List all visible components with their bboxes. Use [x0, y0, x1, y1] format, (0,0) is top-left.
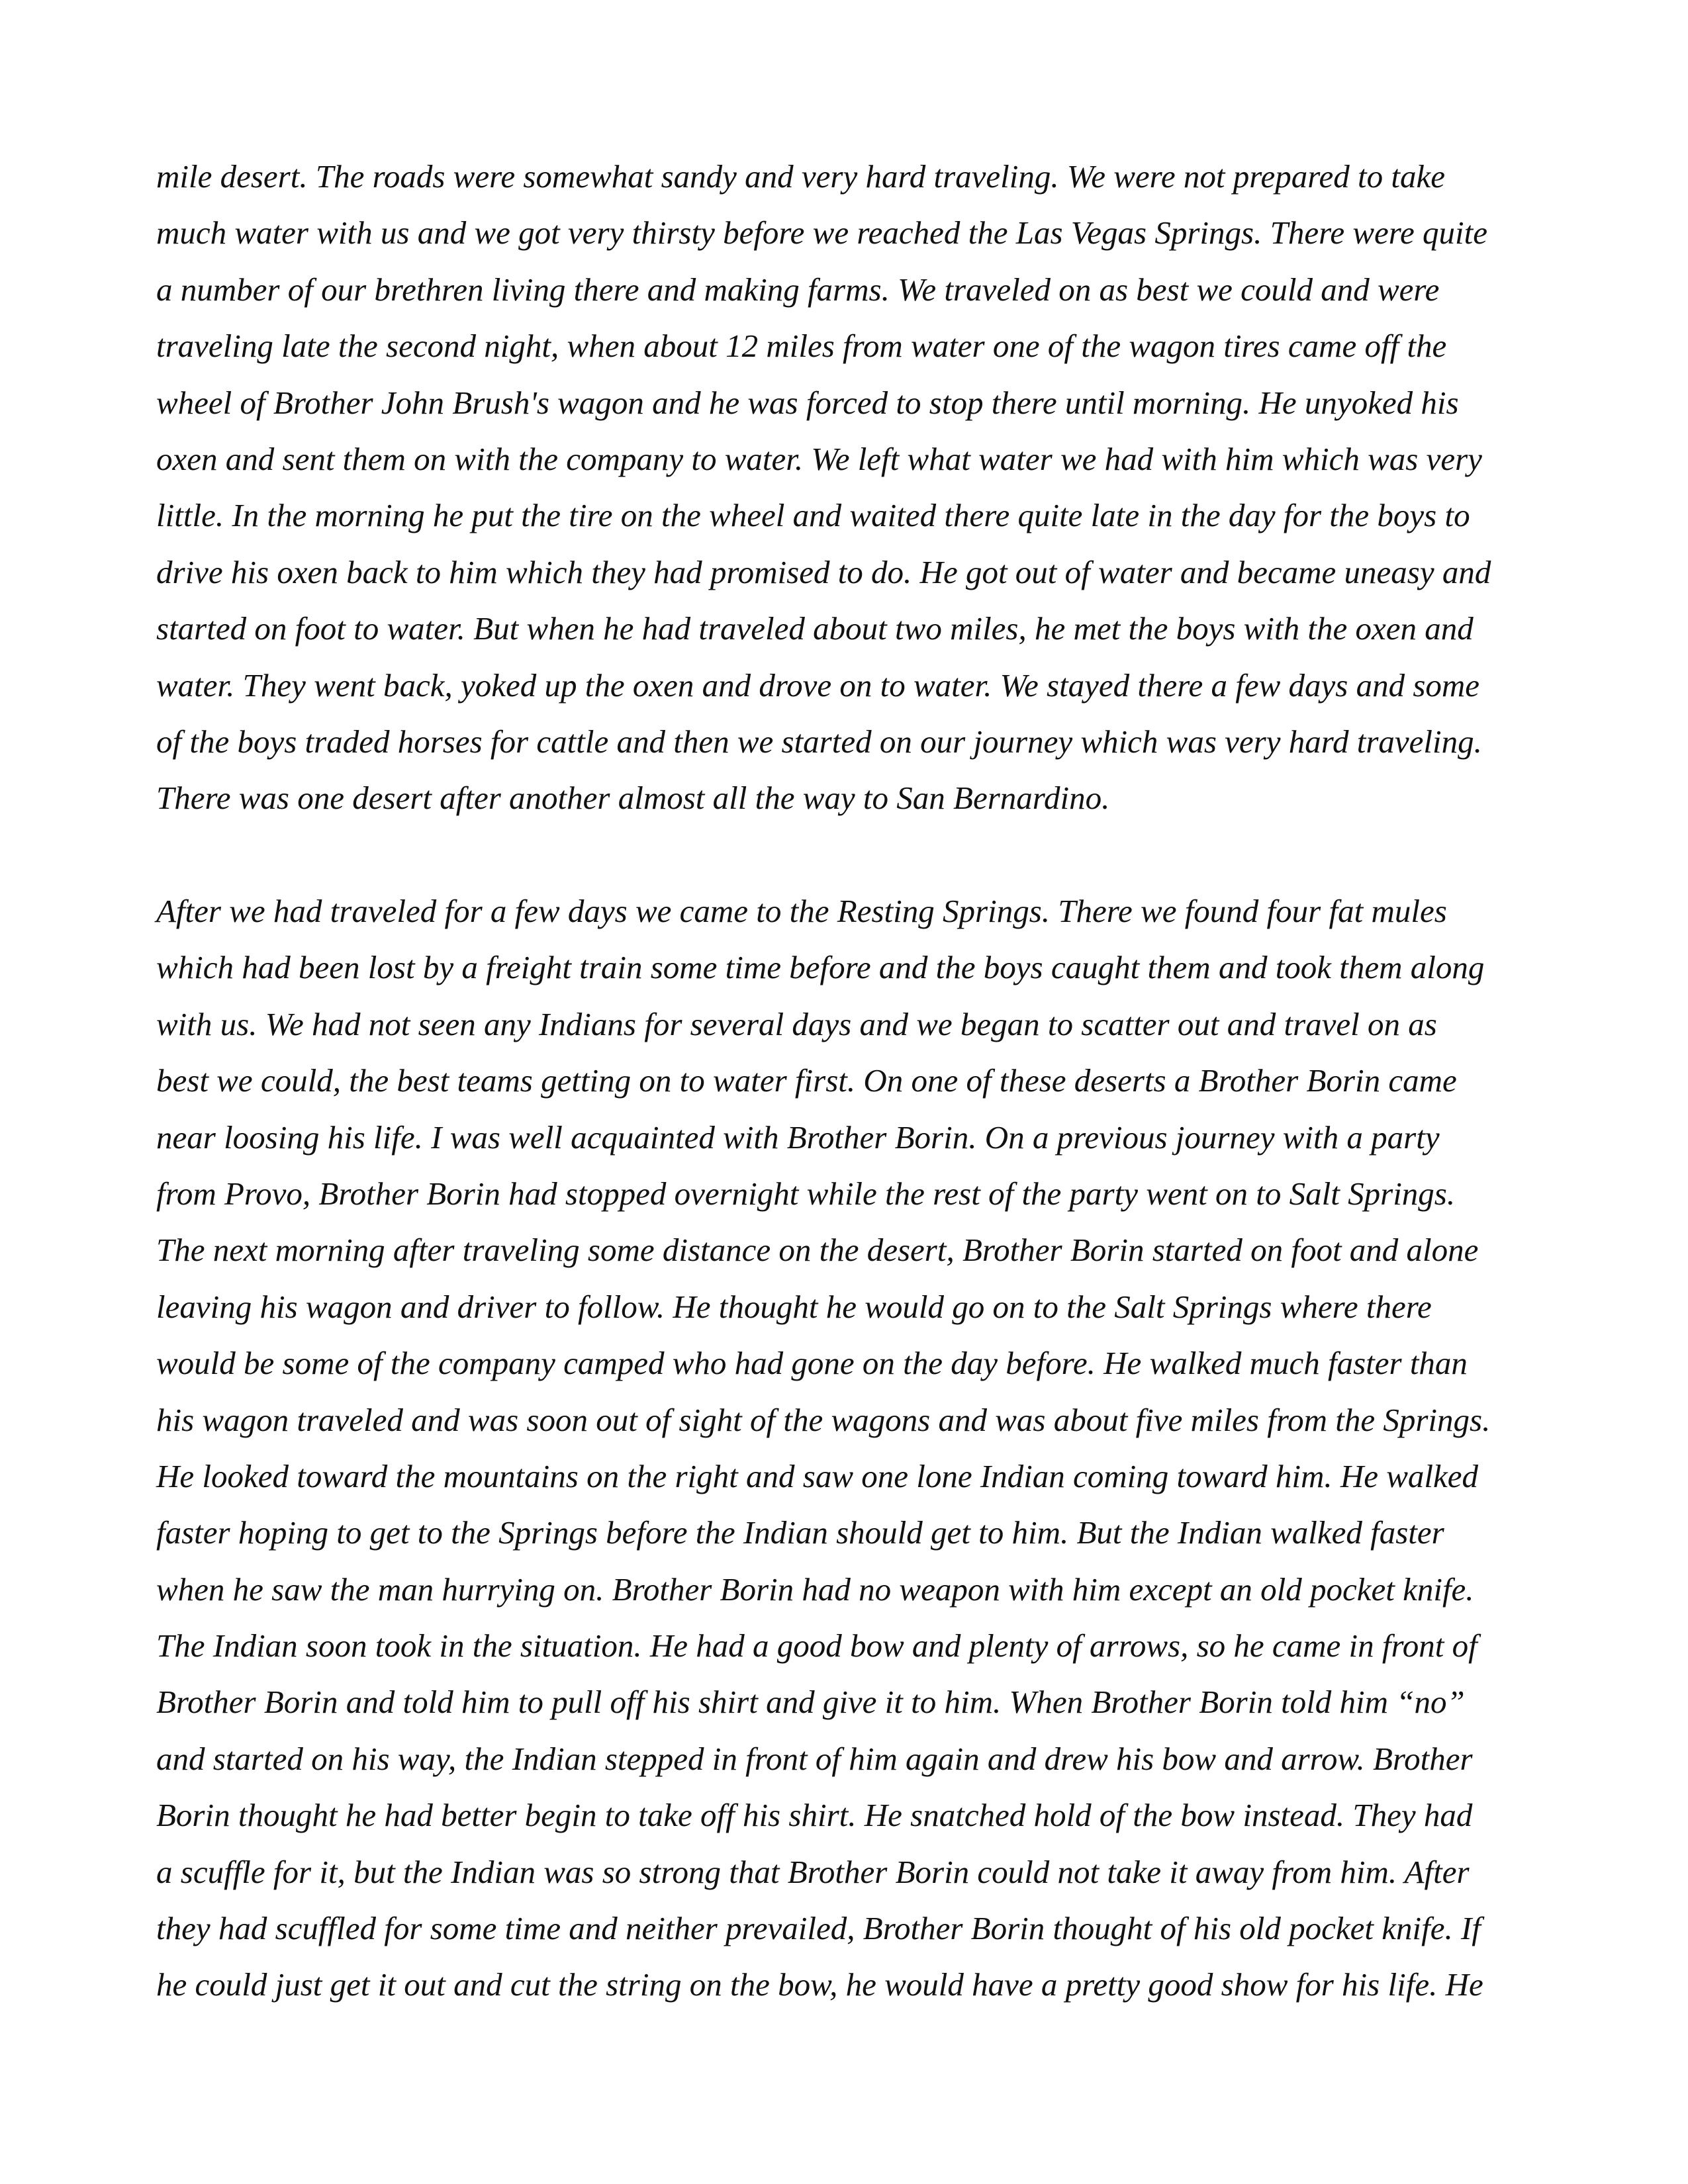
text-line: traveling late the second night, when about 12 miles from water one of the wagon tires came off the	[156, 328, 1447, 365]
text-line: of the boys traded horses for cattle and then we started on our journey which was very hard traveling.	[156, 723, 1482, 760]
text-line: wheel of Brother John Brush's wagon and he was forced to stop there until morning. He unyoked his	[156, 384, 1459, 421]
text-line: oxen and sent them on with the company to water. We left what water we had with him which was very	[156, 440, 1482, 477]
text-line: much water with us and we got very thirsty before we reached the Las Vegas Springs. There were quite	[156, 214, 1488, 251]
text-line: they had scuffled for some time and neither prevailed, Brother Borin thought of his old pocket knife. If	[156, 1910, 1481, 1947]
text-line: would be some of the company camped who had gone on the day before. He walked much faster than	[156, 1345, 1468, 1382]
text-line: leaving his wagon and driver to follow. He thought he would go on to the Salt Springs where there	[156, 1288, 1432, 1325]
text-line: The Indian soon took in the situation. He had a good bow and plenty of arrows, so he came in front of	[156, 1627, 1477, 1664]
text-line: Borin thought he had better begin to take off his shirt. He snatched hold of the bow instead. They had	[156, 1797, 1473, 1834]
text-line: mile desert. The roads were somewhat sandy and very hard traveling. We were not prepared to take	[156, 158, 1445, 195]
text-line: After we had traveled for a few days we came to the Resting Springs. There we found four fat mules	[156, 893, 1447, 929]
text-line: He looked toward the mountains on the right and saw one lone Indian coming toward him. He walked	[156, 1457, 1479, 1494]
text-line: near loosing his life. I was well acquainted with Brother Borin. On a previous journey with a party	[156, 1118, 1440, 1156]
text-line: started on foot to water. But when he had traveled about two miles, he met the boys with the oxen and	[156, 610, 1474, 647]
text-line: a scuffle for it, but the Indian was so strong that Brother Borin could not take it away from him. After	[156, 1853, 1470, 1890]
text-line: when he saw the man hurrying on. Brother Borin had no weapon with him except an old pocket knife.	[156, 1570, 1474, 1608]
paragraph-2	[156, 883, 1560, 2013]
text-line: The next morning after traveling some distance on the desert, Brother Borin started on foot and alone	[156, 1232, 1479, 1269]
text-line: drive his oxen back to him which they had promised to do. He got out of water and became uneasy and	[156, 553, 1491, 590]
text-line: a number of our brethren living there and making farms. We traveled on as best we could and were	[156, 271, 1440, 308]
text-line: which had been lost by a freight train some time before and the boys caught them and took them along	[156, 949, 1485, 986]
text-line: and started on his way, the Indian stepped in front of him again and drew his bow and arrow. Brother	[156, 1740, 1473, 1777]
text-line: There was one desert after another almost all the way to San Bernardino.	[156, 780, 1110, 817]
text-line: faster hoping to get to the Springs before the Indian should get to him. But the Indian walked faster	[156, 1514, 1444, 1551]
text-line: with us. We had not seen any Indians for several days and we began to scatter out and travel on as	[156, 1005, 1437, 1042]
text-line: from Provo, Brother Borin had stopped overnight while the rest of the party went on to Salt Springs.	[156, 1175, 1456, 1212]
text-line: little. In the morning he put the tire on the wheel and waited there quite late in the day for the boys to	[156, 497, 1470, 534]
text-line: Brother Borin and told him to pull off his shirt and give it to him. When Brother Borin told him “no”	[156, 1684, 1465, 1721]
text-line: best we could, the best teams getting on to water first. On one of these deserts a Brother Borin came	[156, 1062, 1457, 1099]
paragraph-1	[156, 148, 1560, 827]
text-line: water. They went back, yoked up the oxen and drove on to water. We stayed there a few days and some	[156, 666, 1480, 704]
text-line: he could just get it out and cut the string on the bow, he would have a pretty good show for his life. He	[156, 1966, 1483, 2003]
text-line: his wagon traveled and was soon out of sight of the wagons and was about five miles from the Springs.	[156, 1401, 1491, 1438]
